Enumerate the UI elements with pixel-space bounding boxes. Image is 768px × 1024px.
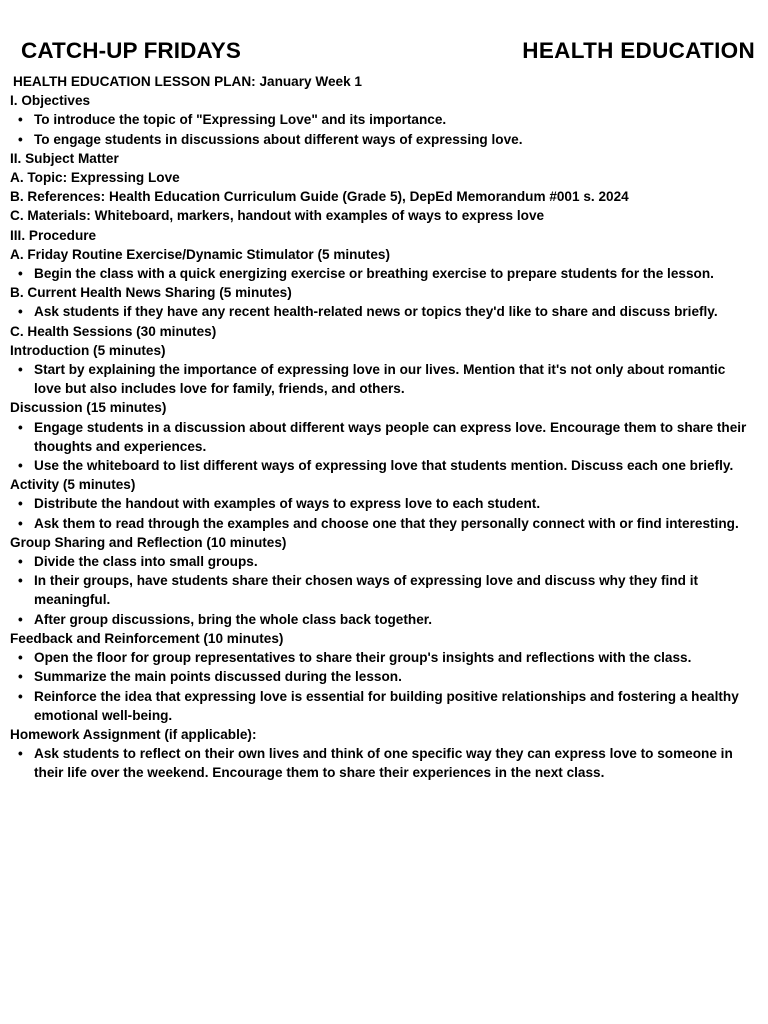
discussion-list [10, 418, 755, 476]
group-sharing-heading: Group Sharing and Reflection (10 minutes) [10, 534, 287, 550]
list-item [10, 130, 755, 149]
list-item-text: Begin the class with a quick energizing exercise or breathing exercise to prepare students for the lesson. [34, 266, 714, 282]
homework-heading: Homework Assignment (if applicable): [10, 726, 257, 742]
list-item-text: Start by explaining the importance of expressing love in our lives. Mention that it's not only about romantic love but also includes love for family, friends, and others. [34, 362, 726, 397]
feedback-heading: Feedback and Reinforcement (10 minutes) [10, 630, 284, 646]
list-item-text: Ask them to read through the examples and choose one that they personally connect with or find interesting. [34, 515, 739, 531]
news-heading: B. Current Health News Sharing (5 minutes) [10, 285, 292, 301]
list-item [10, 552, 755, 571]
list-item [10, 264, 755, 283]
lesson-plan-body [10, 72, 755, 783]
routine-heading: A. Friday Routine Exercise/Dynamic Stimulator (5 minutes) [10, 246, 390, 262]
bullet-icon: • [18, 746, 23, 762]
list-item-text: Use the whiteboard to list different ways of expressing love that students mention. Discuss each one briefly. [34, 458, 734, 474]
subject-matter-heading: II. Subject Matter [10, 150, 119, 166]
list-item-text: Summarize the main points discussed during the lesson. [34, 669, 402, 685]
bullet-icon: • [18, 650, 23, 666]
document-header [21, 38, 755, 68]
list-item [10, 667, 755, 686]
topic-line: A. Topic: Expressing Love [10, 170, 180, 186]
bullet-icon: • [18, 304, 23, 320]
bullet-icon: • [18, 573, 23, 589]
bullet-icon: • [18, 611, 23, 627]
list-item [10, 418, 755, 456]
list-item-text: Engage students in a discussion about different ways people can express love. Encourage them to share their thoughts and experiences. [34, 419, 747, 454]
bullet-icon: • [18, 496, 23, 512]
list-item [10, 687, 755, 725]
introduction-heading: Introduction (5 minutes) [10, 342, 166, 358]
bullet-icon: • [18, 266, 23, 282]
list-item-text: Reinforce the idea that expressing love is essential for building positive relationships and fostering a healthy emotional well-being. [34, 688, 739, 723]
procedure-heading: III. Procedure [10, 227, 97, 243]
list-item [10, 494, 755, 513]
list-item-text: In their groups, have students share their chosen ways of expressing love and discuss why they find it meaningful. [34, 573, 698, 608]
references-line: B. References: Health Education Curriculum Guide (Grade 5), DepEd Memorandum #001 s. 2024 [10, 189, 629, 205]
list-item-text: Distribute the handout with examples of ways to express love to each student. [34, 496, 541, 512]
list-item-text: Ask students to reflect on their own lives and think of one specific way they can express love to someone in their life over the weekend. Encourage them to share their experiences in the next class. [34, 746, 733, 781]
bullet-icon: • [18, 458, 23, 474]
list-item [10, 744, 755, 782]
materials-line: C. Materials: Whiteboard, markers, handout with examples of ways to express love [10, 208, 545, 224]
list-item [10, 648, 755, 667]
sessions-heading: C. Health Sessions (30 minutes) [10, 323, 217, 339]
list-item [10, 360, 755, 398]
group-sharing-list [10, 552, 755, 629]
bullet-icon: • [18, 131, 23, 147]
list-item [10, 610, 755, 629]
list-item [10, 110, 755, 129]
bullet-icon: • [18, 362, 23, 378]
bullet-icon: • [18, 688, 23, 704]
objectives-heading: I. Objectives [10, 93, 91, 109]
list-item-text: Ask students if they have any recent health-related news or topics they'd like to share and discuss briefly. [34, 304, 718, 320]
list-item [10, 514, 755, 533]
lesson-plan-title: HEALTH EDUCATION LESSON PLAN: January Week 1 [13, 74, 362, 89]
list-item [10, 456, 755, 475]
routine-list [10, 264, 755, 283]
list-item [10, 571, 755, 609]
list-item-text: After group discussions, bring the whole class back together. [34, 611, 433, 627]
bullet-icon: • [18, 669, 23, 685]
list-item-text: Open the floor for group representatives to share their group's insights and reflections with the class. [34, 650, 692, 666]
bullet-icon: • [18, 515, 23, 531]
bullet-icon: • [18, 419, 23, 435]
list-item-text: To introduce the topic of "Expressing Love" and its importance. [34, 112, 447, 128]
objectives-list [10, 110, 755, 148]
list-item-text: To engage students in discussions about different ways of expressing love. [34, 131, 523, 147]
discussion-heading: Discussion (15 minutes) [10, 400, 167, 416]
bullet-icon: • [18, 112, 23, 128]
list-item-text: Divide the class into small groups. [34, 554, 258, 570]
homework-list [10, 744, 755, 782]
news-list [10, 302, 755, 321]
subject-title: HEALTH EDUCATION [522, 38, 755, 63]
activity-heading: Activity (5 minutes) [10, 477, 136, 493]
bullet-icon: • [18, 554, 23, 570]
feedback-list [10, 648, 755, 725]
activity-list [10, 494, 755, 532]
catch-up-fridays-title: CATCH-UP FRIDAYS [21, 38, 241, 63]
list-item [10, 302, 755, 321]
introduction-list [10, 360, 755, 398]
